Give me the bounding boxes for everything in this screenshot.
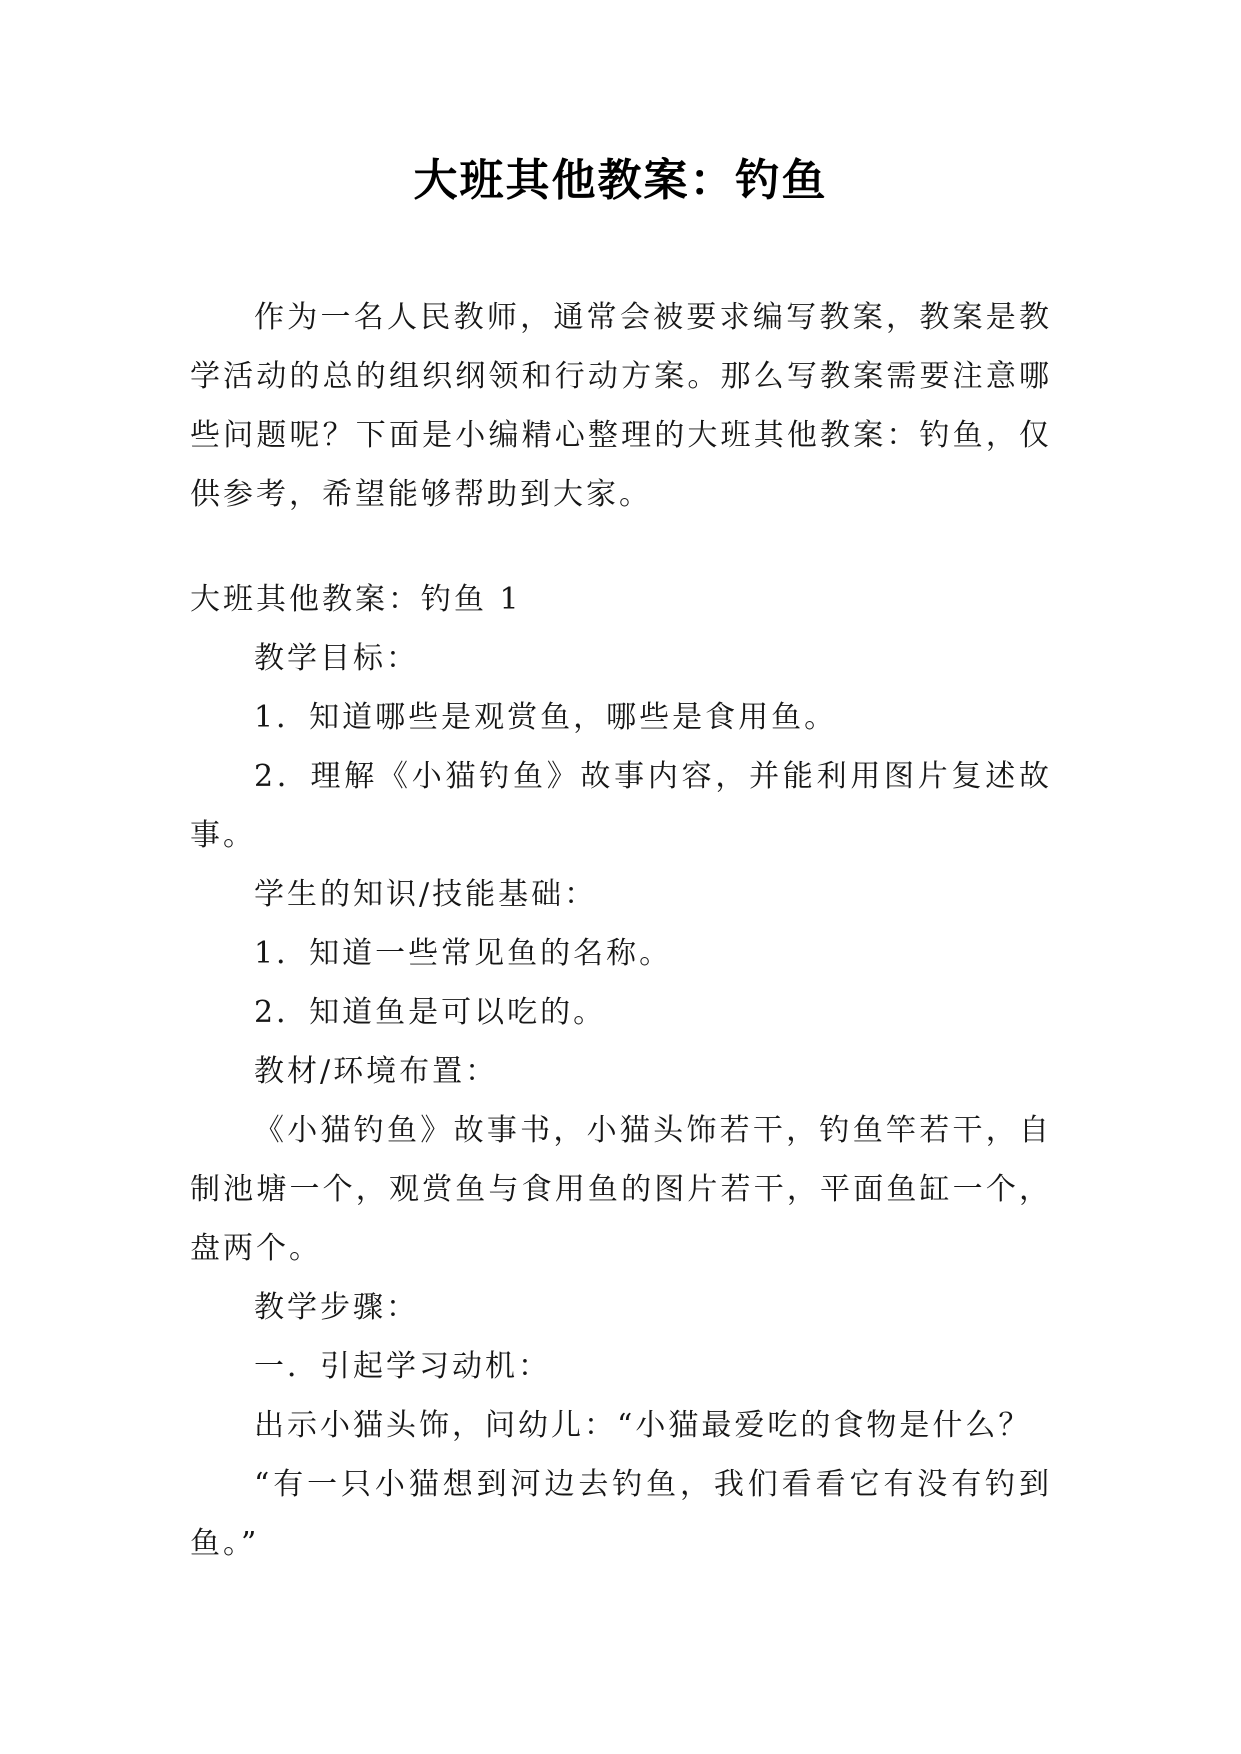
document-title: 大班其他教案：钓鱼 xyxy=(413,155,828,206)
paragraph-knowledge-heading: 学生的知识/技能基础： xyxy=(254,877,598,912)
paragraph-knowledge-2: 2．知道鱼是可以吃的。 xyxy=(254,995,607,1030)
paragraph-spacer xyxy=(190,524,1052,570)
paragraph-step-1-question: 出示小猫头饰，问幼儿：“小猫最爱吃的食物是什么？ xyxy=(254,1408,1032,1443)
paragraph-steps-heading: 教学步骤： xyxy=(254,1290,419,1325)
section-heading: 大班其他教案：钓鱼 1 xyxy=(190,582,522,617)
paragraph-goal-1: 1．知道哪些是观赏鱼，哪些是食用鱼。 xyxy=(254,700,838,735)
paragraph-materials-heading: 教材/环境布置： xyxy=(254,1054,499,1089)
paragraph-materials: 《小猫钓鱼》故事书，小猫头饰若干，钓鱼竿若干，自制池塘一个，观赏鱼与食用鱼的图片若干，平面鱼缸一个，盘两个。 xyxy=(190,1113,1052,1266)
paragraph-step-1-story: “有一只小猫想到河边去钓鱼，我们看看它有没有钓到鱼。” xyxy=(190,1467,1052,1561)
paragraph-step-1-heading: 一．引起学习动机： xyxy=(254,1349,551,1384)
document-body xyxy=(190,288,1052,1573)
paragraph-teaching-goals-heading: 教学目标： xyxy=(254,641,419,676)
intro-paragraph: 作为一名人民教师，通常会被要求编写教案，教案是教学活动的总的组织纲领和行动方案。那么写教案需要注意哪些问题呢？下面是小编精心整理的大班其他教案：钓鱼，仅供参考，希望能够帮助到大家。 xyxy=(190,300,1052,512)
paragraph-knowledge-1: 1．知道一些常见鱼的名称。 xyxy=(254,936,673,971)
paragraph-goal-2: 2．理解《小猫钓鱼》故事内容，并能利用图片复述故事。 xyxy=(190,759,1052,853)
